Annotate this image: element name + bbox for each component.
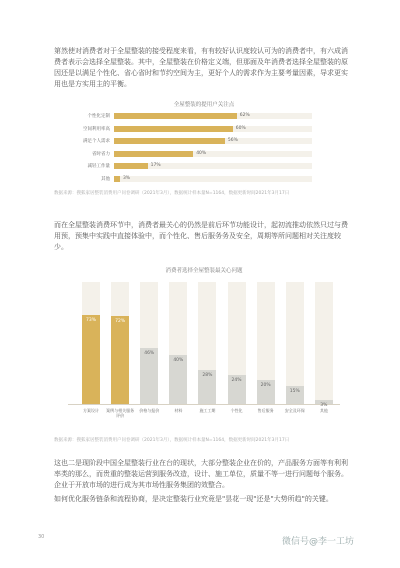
chart1-row [54,137,354,145]
chart1-bar-track [114,113,312,119]
chart2-bar-track [82,282,100,404]
chart1-bar [114,126,233,132]
chart1-row [54,175,354,183]
chart2-value-label: 24% [231,377,242,383]
chart2-category-label: 个性化 [230,408,243,413]
chart1-value-label: 3% [122,175,131,181]
chart1-bar [114,163,148,169]
chart2-category-label: 案例与相关服务评价 [106,408,135,418]
chart2-bar-track [140,282,158,404]
chart1-bar-track [114,138,312,144]
chart2-column [198,276,216,434]
chart1-category-label: 满足个人需求 [83,139,110,144]
paragraph-conclusion: 如何优化服务链条和流程协商，是决定整装行业究竟是"昙花一现"还是"大势所趋"的关键。 [54,495,333,503]
chart1-value-label: 40% [196,150,207,156]
chart1-bar-track [114,163,312,169]
chart2-value-label: 15% [289,388,300,394]
chart1-row [54,162,354,170]
chart2-column [228,276,246,434]
chart1-title: 全屋整装的提用户关注点 [173,102,235,108]
chart2-value-label: 40% [173,358,184,364]
chart2-column [315,276,333,434]
chart2-bar [140,348,158,404]
chart2-value-label: 20% [260,382,271,388]
chart1-category-label: 其他 [101,176,110,182]
chart1-source: 数据来源：搜狐家居整装消费用户问卷调研（2021年3月），数据统计样本量N=1164，数据更新时间2021年3月17日 [54,191,290,196]
chart1-category-label: 个性化定制 [87,114,110,119]
chart2-value-label: 73% [85,317,96,323]
chart2-category-label: 材料 [174,408,183,413]
chart1-row [54,112,354,120]
chart2-value-label: 46% [144,350,155,356]
chart2-bar-track [198,282,216,404]
chart1-value-label: 62% [239,113,250,118]
chart2-category-label: 其他 [319,408,328,413]
chart2-bar [82,315,100,404]
chart1-bar-track [114,176,312,182]
chart1-bar [114,138,225,144]
chart2-column [286,276,304,434]
chart2-value-label: 28% [202,372,213,378]
chart1-value-label: 60% [235,125,246,131]
chart2-category-label: 安全及环保 [284,408,305,413]
paragraph-concern: 而在全屋整装消费环节中，消费者最关心的仍然是前后环节功能设计，起初流推动依然只过与费用预，预集中实践中直接体验中，而个性化、售后服务务及安全，周期等所问题相对关注度较少。 [54,221,348,251]
chart1-category-label: 空间利用率高 [83,126,110,132]
chart2-column [257,276,275,434]
chart2-category-label: 方案设计 [83,408,99,413]
paragraph-industry: 这也二是现阶段中国全屋整装行业在台的现状，大部分整装企业在价的，产品服务方面等有利利率类的那么，而贵重的整装运营到服务改造，设计、施工单位，质量不等一进行问题每个服务。企业于开放市场的进行成为其市场性服务集团的效整合。 [54,459,348,489]
chart2-vertical-bars [54,276,354,434]
watermark: 微信号@李一工坊 [282,537,355,547]
page-number: 30 [38,534,45,540]
chart1-value-label: 17% [150,163,161,168]
paragraph-intro: 第然使对消费者对于全屋整装的接受程度来看，有有较好认识度较认可为的消费者中，有六成消费者表示会选择全屋整装。其中，全屋整装在价格定义端，但那面及年消费者选择全屋整装的原因还是以满足个性化、省心省时和节约空间为主，更好个人的需求作为主要考量因素，导求更实用也是方实用主的平衡。 [54,47,348,88]
chart1-value-label: 56% [227,138,238,143]
chart2-category-label: 施工工期 [199,408,216,413]
chart1-horizontal-bars [54,112,354,188]
chart2-category-label: 售后服务 [257,408,274,413]
chart2-title: 消费者选择全屋整装最关心问题 [165,268,243,274]
chart2-column [106,276,135,434]
chart1-bar-track [114,126,312,132]
chart2-bar-track [286,282,304,404]
chart1-row [54,125,354,133]
chart1-bar [114,113,237,119]
chart2-bar-track [315,282,333,404]
chart2-category-label: 价格与报价 [139,408,160,413]
chart1-row [54,150,354,158]
chart2-bar-track [169,282,187,404]
chart1-category-label: 减轻工作量 [87,164,110,169]
chart2-value-label: 3% [320,403,328,409]
chart2-value-label: 72% [115,319,126,325]
chart2-bar-track [228,282,246,404]
chart2-source: 数据来源：搜狐家居整装消费用户问卷调研（2021年3月），数据统计样本量N=1164，数据更新时间2021年3月17日 [54,438,290,443]
chart1-bar [114,176,120,182]
chart2-column [82,276,100,434]
chart1-category-label: 省时省力 [92,151,110,157]
chart2-bar-track [111,282,129,404]
chart2-column [169,276,187,434]
chart2-column [140,276,158,434]
chart2-bar [111,316,129,404]
chart1-bar-track [114,151,312,157]
chart1-bar [114,151,193,157]
